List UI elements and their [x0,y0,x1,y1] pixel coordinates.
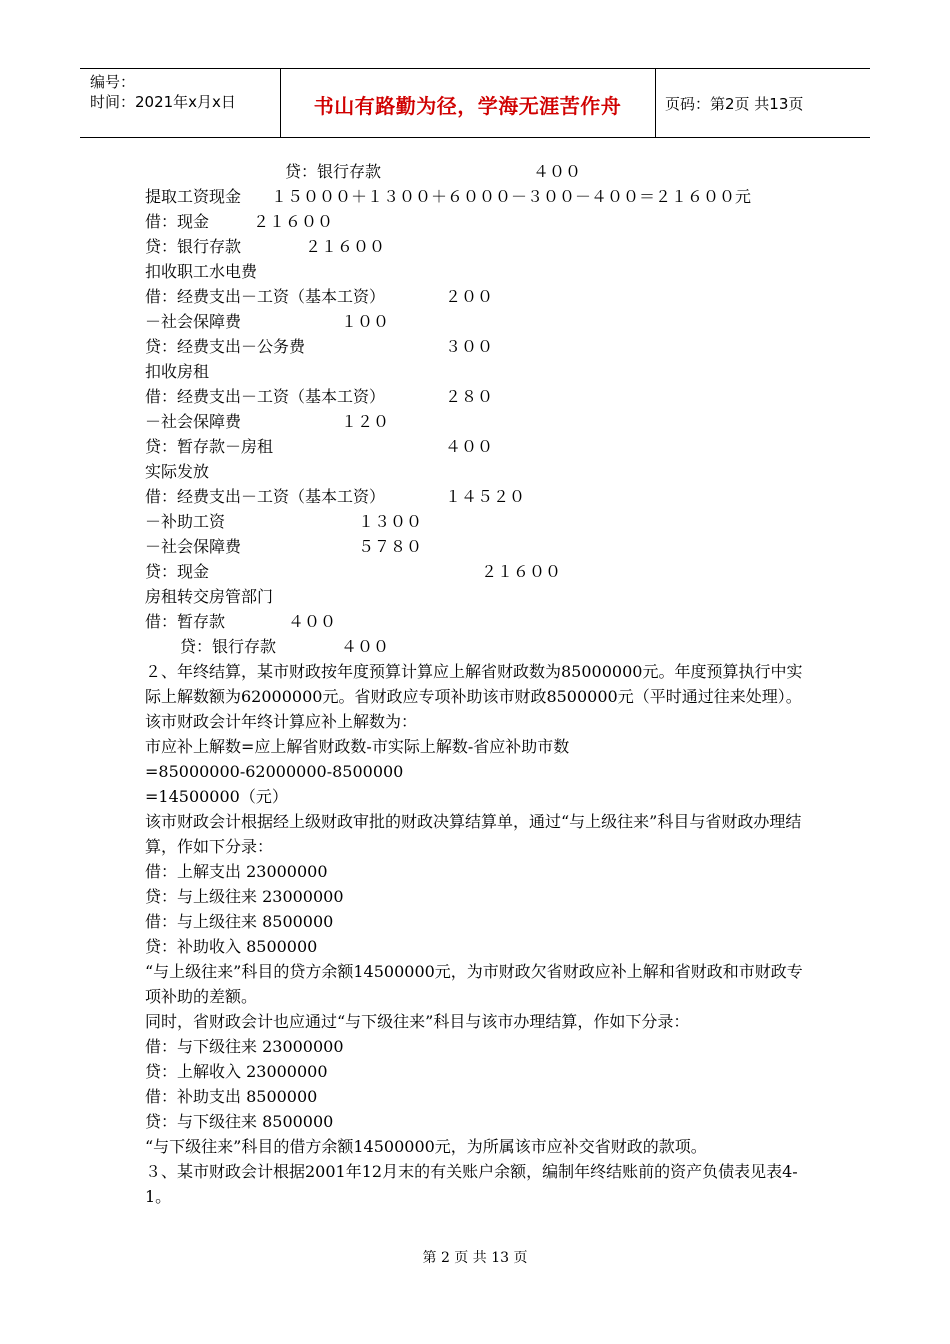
ledger-amount: ２１６００ [481,562,562,581]
ledger-account: 借：经费支出－工资（基本工资） [145,487,386,506]
ledger-line [145,234,825,259]
journal-entry: 借：与下级往来 23000000 [145,1037,344,1056]
ledger-heading: 实际发放 [145,462,210,481]
document-date: 时间：2021年x月x日 [90,93,236,111]
ledger-amount: ４００ [341,637,390,656]
header-motto: 书山有路勤为径，学海无涯苦作舟 [313,94,622,118]
ledger-amount: ２１６００ [305,237,386,256]
ledger-amount: ２００ [445,287,494,306]
ledger-account: －社会保障费 [145,312,242,331]
journal-entry: 贷：与下级往来 8500000 [145,1112,334,1131]
paragraph: =85000000-62000000-8500000 [145,762,404,781]
ledger-amount: ４００ [533,162,582,181]
ledger-line [145,434,825,459]
ledger-line [145,359,825,384]
ledger-amount: ４００ [445,437,494,456]
paragraph: ３、某市财政会计根据2001年12月末的有关账户余额，编制年终结账前的资产负债表见表4-1。 [145,1162,798,1206]
ledger-line [145,534,825,559]
paragraph: 市应补上解数=应上解省财政数-市实际上解数-省应补助市数 [145,737,570,756]
journal-entry: 贷：与上级往来 23000000 [145,887,344,906]
ledger-line [145,459,825,484]
ledger-line [145,284,825,309]
ledger-line [145,309,825,334]
paragraph: “与上级往来”科目的贷方余额14500000元，为市财政欠省财政应补上解和省财政和市财政专项补助的差额。 [145,962,803,1006]
ledger-account: 借：现金 [145,212,210,231]
ledger-amount: ２１６００ [253,212,334,231]
ledger-line [145,159,825,184]
ledger-amount: １２０ [341,412,390,431]
ledger-line [145,509,825,534]
ledger-line [145,334,825,359]
ledger-amount: １５０００＋１３００＋６０００－３００－４００＝２１６００元 [271,187,752,206]
ledger-line [145,259,825,284]
journal-entry: 借：上解支出 23000000 [145,862,328,881]
paragraph: 该市财政会计年终计算应补上解数为： [145,712,418,731]
ledger-amount: ３００ [445,337,494,356]
paragraph: 该市财政会计根据经上级财政审批的财政决算结算单，通过“与上级往来”科目与省财政办理结算，作如下分录： [145,812,802,856]
ledger-account: 贷：现金 [145,562,210,581]
ledger-account: －社会保障费 [145,537,242,556]
ledger-account: 借：经费支出－工资（基本工资） [145,387,386,406]
ledger-line [145,609,825,634]
ledger-line [145,484,825,509]
ledger-line [145,559,825,584]
ledger-account: 贷：银行存款 [180,637,277,656]
journal-entry: 借：补助支出 8500000 [145,1087,318,1106]
paragraph: “与下级往来”科目的借方余额14500000元，为所属该市应补交省财政的款项。 [145,1137,707,1156]
page-footer: 第 2 页 共 13 页 [422,1250,528,1266]
ledger-account: 借：暂存款 [145,612,226,631]
journal-entry: 贷：上解收入 23000000 [145,1062,328,1081]
ledger-amount: ４００ [288,612,337,631]
ledger-amount: １００ [341,312,390,331]
ledger-line [145,184,825,209]
ledger-heading: 扣收房租 [145,362,210,381]
ledger-amount: １３００ [358,512,423,531]
ledger-line [145,409,825,434]
journal-entry: 贷：补助收入 8500000 [145,937,318,956]
document-number: 编号： [90,73,136,91]
ledger-account: 借：经费支出－工资（基本工资） [145,287,386,306]
ledger-amount: ５７８０ [358,537,423,556]
header-divider [655,69,656,137]
ledger-line [145,634,825,659]
ledger-heading: 房租转交房管部门 [145,587,274,606]
ledger-account: 贷：银行存款 [145,237,242,256]
ledger-account: 贷：银行存款 [285,162,382,181]
paragraph: 同时，省财政会计也应通过“与下级往来”科目与该市办理结算，作如下分录： [145,1012,690,1031]
ledger-amount: ２８０ [445,387,494,406]
paragraph: =14500000（元） [145,787,288,806]
journal-entry: 借：与上级往来 8500000 [145,912,334,931]
header-page-number: 页码：第2页 共13页 [665,95,804,113]
ledger-line [145,584,825,609]
ledger-heading: 扣收职工水电费 [145,262,258,281]
page-header [80,68,870,138]
ledger-account: －社会保障费 [145,412,242,431]
ledger-account: 贷：暂存款－房租 [145,437,274,456]
ledger-account: 提取工资现金 [145,187,242,206]
ledger-account: －补助工资 [145,512,226,531]
ledger-line [145,384,825,409]
ledger-amount: １４５２０ [445,487,526,506]
ledger-account: 贷：经费支出－公务费 [145,337,306,356]
paragraph: ２、年终结算，某市财政按年度预算计算应上解省财政数为85000000元。年度预算执行中实际上解数额为62000000元。省财政应专项补助该市财政8500000元（平时通过往来处理）。 [145,662,803,706]
document-body [145,159,825,1209]
ledger-line [145,209,825,234]
